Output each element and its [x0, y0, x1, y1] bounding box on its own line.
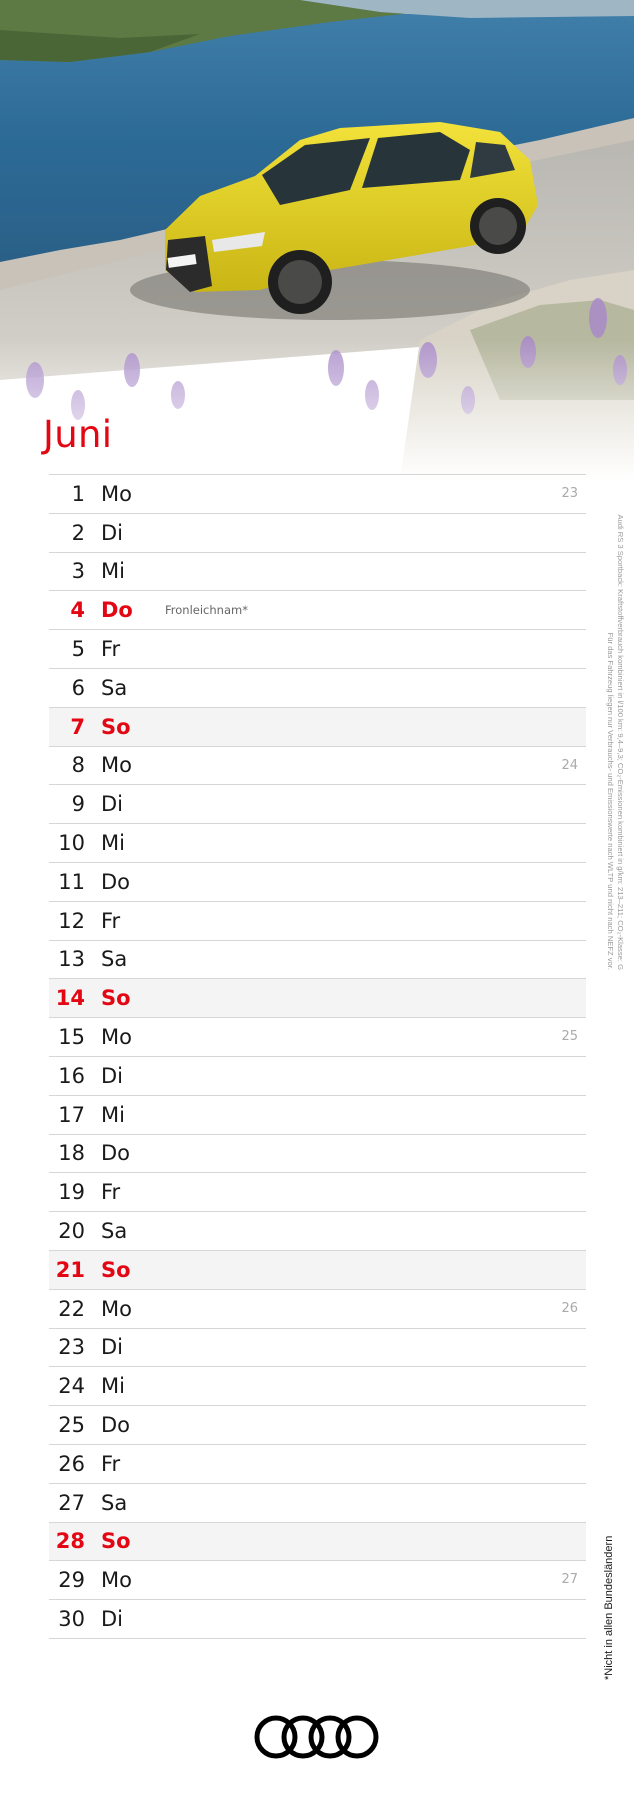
weekday-name: Mo	[101, 1296, 132, 1321]
day-row	[49, 1523, 586, 1562]
weekday-name: Di	[101, 792, 124, 817]
weekday-name: Mo	[101, 1568, 132, 1593]
day-row	[49, 1212, 586, 1251]
day-row	[49, 747, 586, 786]
holiday-footnote	[601, 1500, 621, 1680]
day-number: 16	[58, 1063, 85, 1088]
day-number: 30	[58, 1607, 85, 1631]
weekday-name: So	[101, 1257, 131, 1282]
day-row	[49, 1561, 586, 1600]
day-row	[49, 979, 586, 1018]
day-number: 11	[58, 869, 85, 894]
day-number: 12	[58, 908, 85, 933]
day-row	[49, 514, 586, 553]
week-number: 26	[561, 1300, 578, 1316]
holiday-note: Fronleichnam*	[165, 603, 248, 618]
day-row	[49, 1484, 586, 1523]
weekday-name: Di	[101, 1063, 124, 1088]
day-number: 28	[55, 1529, 85, 1554]
day-number: 1	[71, 481, 85, 506]
day-row	[49, 1600, 586, 1639]
day-row	[49, 669, 586, 708]
weekday-name: Do	[101, 869, 131, 894]
day-number: 14	[55, 986, 85, 1011]
weekday-name: Mo	[101, 753, 132, 778]
day-row	[49, 553, 586, 592]
day-number: 23	[58, 1335, 85, 1360]
weekday-name: Di	[101, 520, 124, 545]
coastal-road-car-image	[0, 0, 634, 480]
day-row	[49, 630, 586, 669]
weekday-name: Sa	[101, 1490, 128, 1515]
day-number: 4	[70, 598, 85, 623]
day-number: 5	[71, 637, 85, 662]
weekday-name: Fr	[101, 637, 121, 662]
day-number: 22	[58, 1296, 85, 1321]
weekday-name: Mi	[101, 559, 125, 584]
weekday-name: Di	[101, 1335, 124, 1360]
day-number: 3	[71, 559, 85, 584]
weekday-name: Sa	[101, 1219, 128, 1244]
day-number: 7	[70, 714, 85, 739]
day-row	[49, 1367, 586, 1406]
weekday-name: Mo	[101, 1025, 132, 1050]
weekday-name: So	[101, 1529, 131, 1554]
month-title: Juni	[43, 413, 113, 456]
day-row	[49, 591, 586, 630]
weekday-name: Do	[101, 1413, 131, 1438]
day-number: 13	[58, 947, 85, 972]
day-number: 24	[58, 1374, 85, 1399]
day-row	[49, 1173, 586, 1212]
weekday-name: Fr	[101, 908, 121, 933]
day-number: 2	[71, 520, 85, 545]
day-number: 25	[58, 1413, 85, 1438]
week-number: 25	[561, 1029, 578, 1045]
weekday-name: Fr	[101, 1451, 121, 1476]
weekday-name: Di	[101, 1607, 124, 1631]
weekday-name: So	[101, 986, 131, 1011]
week-number: 23	[561, 486, 578, 501]
day-row	[49, 1096, 586, 1135]
day-number: 19	[58, 1180, 85, 1205]
header-photo	[0, 0, 634, 480]
day-number: 6	[71, 675, 85, 700]
weekday-name: Do	[101, 598, 133, 623]
weekday-name: Mi	[101, 1102, 125, 1127]
day-row	[49, 708, 586, 747]
day-number: 21	[55, 1257, 85, 1282]
day-number: 20	[58, 1219, 85, 1244]
day-number: 27	[58, 1490, 85, 1515]
day-number: 29	[58, 1568, 85, 1593]
day-row	[49, 1329, 586, 1368]
weekday-name: Fr	[101, 1180, 121, 1205]
footnote-text: *Nicht in allen Bundesländern	[603, 1535, 615, 1680]
day-row	[49, 1290, 586, 1329]
day-row	[49, 941, 586, 980]
day-row	[49, 863, 586, 902]
fine-print-line-2: Für das Fahrzeug liegen nur Verbrauchs- und Emissionswerte nach WLTP und nicht nach NEFZ vor.	[606, 632, 615, 970]
day-number: 26	[58, 1451, 85, 1476]
weekday-name: So	[101, 714, 131, 739]
day-number: 18	[58, 1141, 85, 1166]
weekday-name: Mo	[101, 481, 132, 506]
weekday-name: Mi	[101, 831, 125, 856]
day-row	[49, 785, 586, 824]
weekday-name: Mi	[101, 1374, 125, 1399]
day-row	[49, 1251, 586, 1290]
weekday-name: Sa	[101, 675, 128, 700]
day-row	[49, 1445, 586, 1484]
day-row	[49, 1057, 586, 1096]
day-row	[49, 1018, 586, 1057]
day-row	[49, 1406, 586, 1445]
calendar-table	[49, 474, 586, 1639]
day-row	[49, 902, 586, 941]
day-row	[49, 1135, 586, 1174]
emissions-fine-print	[603, 470, 625, 970]
day-row	[49, 475, 586, 514]
week-number: 24	[561, 757, 578, 773]
fine-print-line-1: Audi RS 3 Sportback: Kraftstoffverbrauch kombiniert in l/100 km: 9,4–9,3; CO₂-Emissionen kombiniert in g/km: 213–211; CO₂-Klasse: G	[616, 514, 625, 970]
weekday-name: Do	[101, 1141, 131, 1166]
week-number: 27	[561, 1572, 578, 1588]
day-row	[49, 824, 586, 863]
day-number: 17	[58, 1102, 85, 1127]
audi-rings-logo	[252, 1713, 382, 1761]
day-number: 10	[58, 831, 85, 856]
weekday-name: Sa	[101, 947, 128, 972]
day-number: 15	[58, 1025, 85, 1050]
day-number: 9	[71, 792, 85, 817]
day-number: 8	[71, 753, 85, 778]
